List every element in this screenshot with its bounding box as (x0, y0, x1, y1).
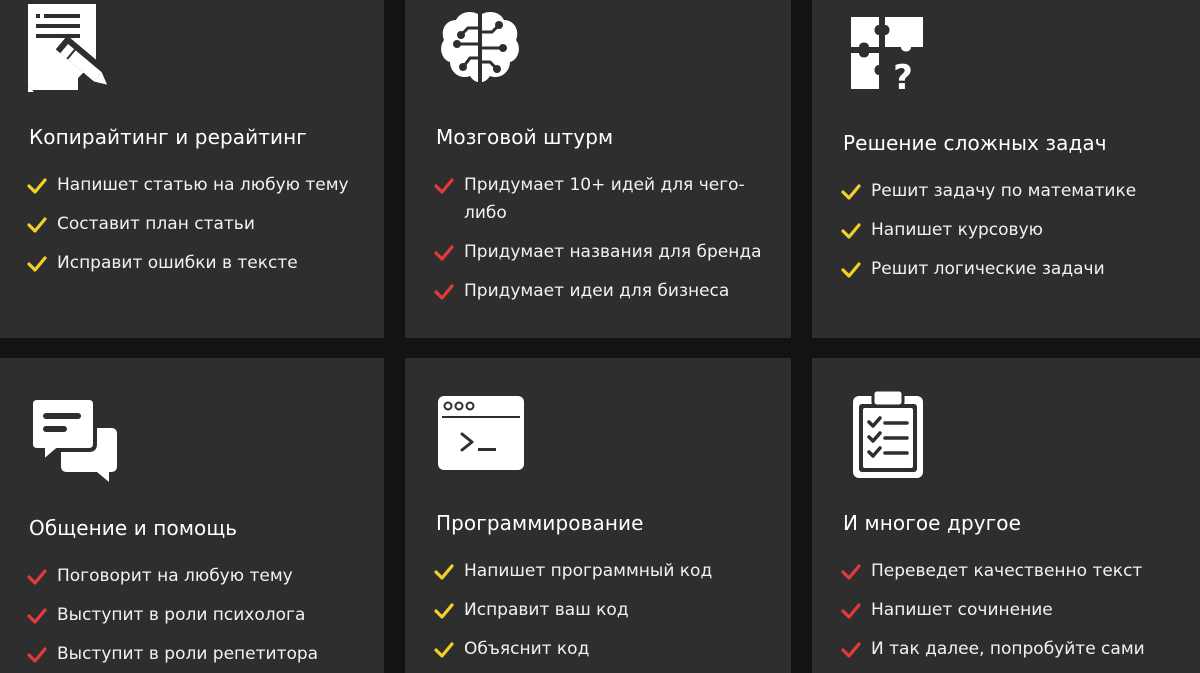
list-item (841, 635, 1145, 663)
list-item-label: И так далее, попробуйте сами (871, 639, 1145, 659)
list-item (27, 249, 349, 277)
list-item (434, 596, 712, 624)
check-icon (841, 642, 861, 658)
check-icon (841, 603, 861, 619)
check-icon (27, 217, 47, 233)
list-item-label: Придумает идеи для бизнеса (464, 281, 730, 301)
svg-text:?: ? (893, 58, 913, 91)
feature-list (27, 171, 349, 288)
check-icon (841, 564, 861, 580)
list-item-label: Исправит ошибки в тексте (57, 253, 298, 273)
check-icon (434, 642, 454, 658)
check-icon (434, 245, 454, 261)
list-item (27, 640, 318, 668)
feature-card-copywriting (0, 0, 384, 338)
list-item (434, 557, 712, 585)
list-item-label: Выступит в роли репетитора (57, 644, 319, 664)
brain-circuit-icon (440, 10, 520, 84)
card-title: Программирование (436, 511, 644, 535)
card-title: Мозговой штурм (436, 125, 614, 149)
list-item (27, 171, 349, 199)
list-item (434, 171, 764, 227)
list-item (27, 562, 318, 590)
list-item-label: Решит логические задачи (871, 259, 1105, 279)
list-item-label: Выступит в роли психолога (57, 605, 306, 625)
puzzle-question-icon (851, 17, 925, 91)
check-icon (841, 262, 861, 278)
check-icon (841, 223, 861, 239)
list-item-label: Составит план статьи (57, 214, 255, 234)
list-item (841, 216, 1136, 244)
check-icon (841, 184, 861, 200)
check-icon (27, 569, 47, 585)
feature-list (841, 557, 1145, 673)
card-title: Общение и помощь (29, 516, 238, 540)
list-item (841, 557, 1145, 585)
card-title: И многое другое (843, 511, 1022, 535)
list-item (27, 210, 349, 238)
feature-card-brainstorm (405, 0, 791, 338)
chat-bubbles-icon (31, 398, 117, 482)
list-item (27, 601, 318, 629)
check-icon (434, 603, 454, 619)
feature-card-more (812, 358, 1200, 673)
list-item (841, 596, 1145, 624)
list-item-label: Придумает 10+ идей для чего-либо (464, 175, 745, 223)
card-title: Решение сложных задач (843, 131, 1107, 155)
check-icon (27, 178, 47, 194)
clipboard-checklist-icon (853, 390, 923, 478)
check-icon (27, 647, 47, 663)
list-item-label: Поговорит на любую тему (57, 566, 293, 586)
feature-list (27, 562, 318, 673)
list-item-label: Исправит ваш код (464, 600, 629, 620)
check-icon (434, 178, 454, 194)
feature-card-communication (0, 358, 384, 673)
list-item-label: Переведет качественно текст (871, 561, 1143, 581)
feature-card-programming (405, 358, 791, 673)
list-item-label: Придумает названия для бренда (464, 242, 762, 262)
check-icon (27, 256, 47, 272)
check-icon (434, 284, 454, 300)
list-item-label: Напишет курсовую (871, 220, 1043, 240)
list-item-label: Объяснит код (464, 639, 590, 659)
list-item-label: Напишет сочинение (871, 600, 1053, 620)
feature-card-problem-solving (812, 0, 1200, 338)
list-item-label: Напишет программный код (464, 561, 713, 581)
check-icon (434, 564, 454, 580)
check-icon (27, 608, 47, 624)
list-item-label: Решит задачу по математике (871, 181, 1137, 201)
list-item-label: Напишет статью на любую тему (57, 175, 349, 195)
list-item (841, 255, 1136, 283)
card-title: Копирайтинг и рерайтинг (29, 125, 307, 149)
list-item (434, 277, 764, 305)
document-pencil-icon (28, 4, 120, 96)
list-item (841, 177, 1136, 205)
feature-list (434, 557, 712, 673)
list-item (434, 635, 712, 663)
terminal-window-icon (438, 396, 524, 470)
feature-list (841, 177, 1136, 294)
feature-list (434, 171, 764, 316)
list-item (434, 238, 764, 266)
